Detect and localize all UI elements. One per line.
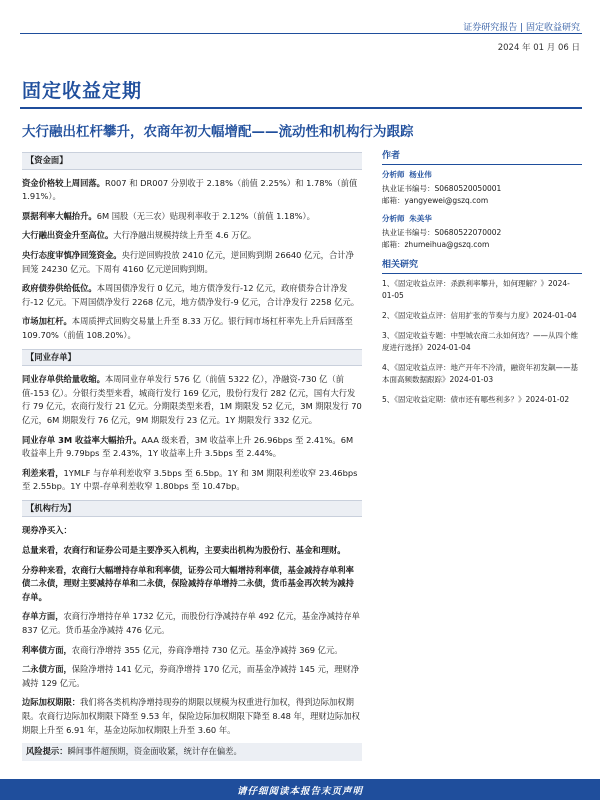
section-funding: 【资金面】	[22, 152, 362, 170]
title-rule	[20, 107, 582, 109]
para-spread: 利差来看，1YMLF 与存单利差收窄 3.5bps 至 6.5bp。1Y 和 3M 期限利差收窄 23.46bps 至 2.55bp。1Y 中票-存单利差收窄 1.80bps 至 10.47bp。	[22, 467, 358, 492]
footer-disclaimer: 请仔细阅读本报告末页声明	[236, 786, 363, 797]
related-item[interactable]: 5、《固定收益定期：债市还有哪些利多？》2024-01-02	[382, 395, 570, 404]
para-perp-bond: 二永债方面，保险净增持 141 亿元，券商净增持 170 亿元，而基金净减持 145 元，理财净减持 129 亿元。	[22, 664, 360, 688]
analyst-2: 分析师 朱美华	[382, 214, 432, 223]
related-item[interactable]: 2、《固定收益点评：信用扩张的节奏与力度》2024-01-04	[382, 311, 577, 320]
para-ncd-yield: 同业存单 3M 收益率大幅抬升。AAA 级来看，3M 收益率上升 26.96bps 至 2.41%。6M 收益率上升 9.79bps 至 2.43%，1Y 收益率上升 3.5bps 至 2.44%。	[22, 434, 354, 459]
header-rule	[20, 33, 582, 34]
main-column	[22, 150, 362, 767]
para-big-bank: 大行融出资金升至高位。大行净融出规模持续上升至 4.6 万亿。	[22, 230, 257, 241]
report-title: 固定收益定期	[22, 80, 143, 102]
para-leverage: 市场加杠杆。本周质押式回购交易量上升至 8.33 万亿。银行间市场杠杆率先上升后回落至 109.70%（前值 108.20%）。	[22, 316, 353, 340]
para-bill-rate: 票据利率大幅抬升。6M 国股（无三农）贴现利率收于 2.12%（前值 1.18%）。	[22, 210, 315, 221]
section-institution: 【机构行为】	[22, 500, 362, 518]
analyst-1-email[interactable]: 邮箱：yangyewei@gszq.com	[382, 196, 489, 205]
header-date: 2024 年 01 月 06 日	[497, 43, 580, 53]
header-label: 证券研究报告 | 固定收益研究	[463, 23, 580, 33]
para-ncd-inst: 存单方面，农商行净增持存单 1732 亿元，而股份行净减持存单 492 亿元，基金净减持存单 837 亿元。货币基金净减持 476 亿元。	[22, 611, 360, 636]
para-total: 总量来看，农商行和证券公司是主要净买入机构，主要卖出机构为股份行、基金和理财。	[22, 545, 346, 556]
section-ncd: 【同业存单】	[22, 349, 362, 367]
report-headline: 大行融出杠杆攀升，农商年初大幅增配——流动性和机构行为跟踪	[22, 124, 414, 140]
related-list	[382, 278, 582, 406]
related-item[interactable]: 4、《固定收益点评：地产开年不冷清，融资年初发飙——基本面高频数据跟踪》2024-01-03	[382, 363, 579, 384]
para-gov-bond: 政府债券供给低位。本周国债净发行 0 亿元，地方债净发行-12 亿元，政府债券合计净发行-12 亿元。下周国债净发行 2268 亿元，地方债净发行-9 亿元，合计净发行 2258 亿元。	[22, 283, 360, 307]
para-ncd-supply: 同业存单供给量收缩。本周同业存单发行 576 亿（前值 5322 亿），净融资-730 亿（前值-153 亿）。分银行类型来看，城商行发行 169 亿元，股份行发行 282 亿元，国有大行发行 79 亿元，农商行发行 21 亿元。分期限类型来看，1M 期限发 52 亿元，3M 期限发行 70 亿元，6M 期限发行 76 亿元，9M 期限发行 23 亿元。1Y 期限发行 332 亿元。	[22, 374, 362, 425]
related-item[interactable]: 3、《固定收益专题：中型城农商二永如何选？——从四个维度进行选择》2024-01-04	[382, 331, 579, 352]
related-item[interactable]: 1、《固定收益点评：杀跌利率攀升，如何理解？》2024-01-05	[382, 279, 570, 300]
analyst-2-cert: 执业证书编号：S0680522070002	[382, 228, 502, 237]
related-heading: 相关研究	[382, 259, 582, 274]
para-pboc: 央行态度审慎净回笼资金。央行逆回购投放 2410 亿元，逆回购到期 26640 亿元，合计净回笼 24230 亿元。下周有 4160 亿元逆回购到期。	[22, 249, 354, 274]
para-by-type: 分券种来看，农商行大幅增持存单和利率债，证券公司大幅增持利率债，基金减持存单利率债二永债，理财主要减持存单和二永债，保险减持存单增持二永债，货币基金再次转为减持存单。	[22, 564, 354, 602]
risk-warning: 风险提示：瞬间事件超预期，资金面收紧，统计存在偏差。	[22, 743, 362, 761]
para-duration: 边际加权期限：我们将各类机构净增持现券的期限以规模为权重进行加权，得到边际加权期限。农商行边际加权期限下降至 9.53 年，保险边际加权期限下降至 8.48 年，理财边际加权期限上升至 6.91 年，基金边际加权期限上升至 3.60 年。	[22, 697, 360, 735]
analyst-1-cert: 执业证书编号：S0680520050001	[382, 184, 502, 193]
analyst-1: 分析师 杨业伟	[382, 170, 432, 179]
para-funding-price: 资金价格较上周回落。R007 和 DR007 分别收于 2.18%（前值 2.25%）和 1.78%（前值 1.91%）。	[22, 177, 358, 202]
para-net-buy: 现券净买入：	[22, 525, 72, 536]
analyst-2-email[interactable]: 邮箱：zhumeihua@gszq.com	[382, 240, 490, 249]
para-rate-bond: 利率债方面，农商行净增持 355 亿元，券商净增持 730 亿元。基金净减持 369 亿元。	[22, 644, 343, 655]
side-column	[382, 150, 582, 414]
authors-heading: 作者	[382, 150, 582, 165]
